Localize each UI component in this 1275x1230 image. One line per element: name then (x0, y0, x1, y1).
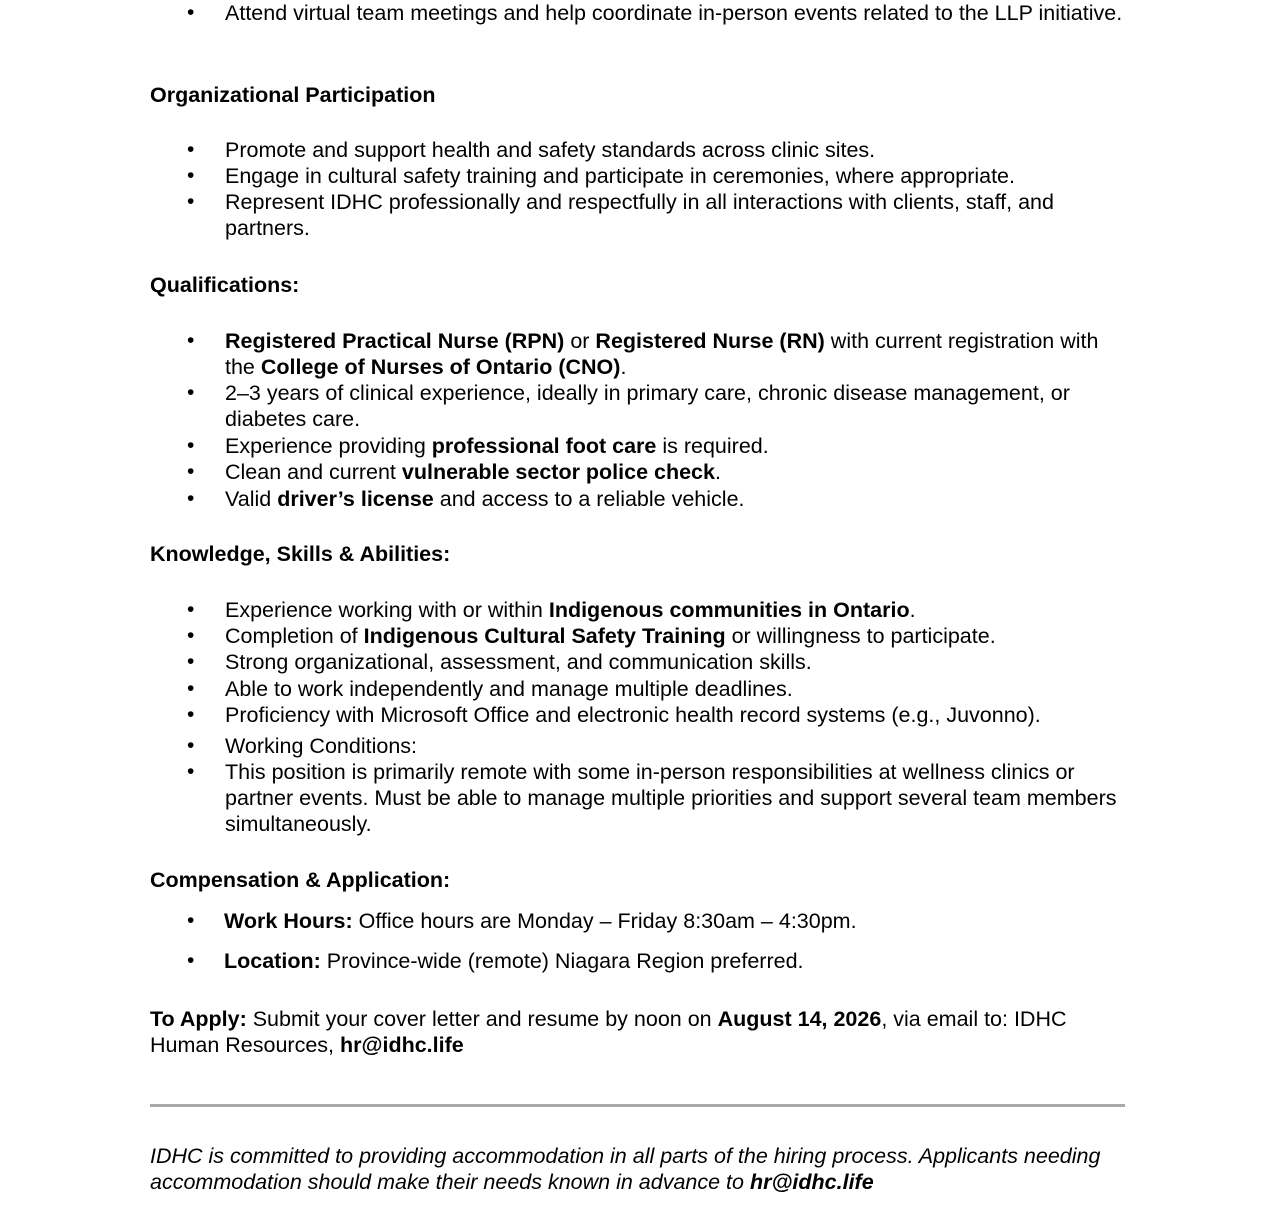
ksa-section (150, 541, 1130, 567)
bullet-icon: • (187, 598, 195, 621)
list-item (150, 328, 1130, 380)
apply-paragraph (150, 1006, 1110, 1058)
bullet-icon: • (187, 703, 195, 726)
bullet-icon: • (187, 381, 195, 404)
bullet-icon: • (187, 329, 195, 352)
list-item-text (224, 949, 804, 973)
ksa-list (150, 597, 1130, 837)
list-item (150, 908, 1130, 934)
accommodation-note (150, 1143, 1125, 1195)
text-run: . (714, 460, 721, 484)
org-participation-list (150, 137, 1130, 241)
bold-text: Registered Nurse (RN) (595, 329, 825, 353)
list-item-text: This position is primarily remote with some in-person responsibilities at wellness clinics or partner events. Must be able to manage multiple priorities and support several team members simultaneously. (225, 760, 1117, 836)
horizontal-divider (150, 1104, 1125, 1107)
bullet-icon: • (187, 650, 195, 673)
text-run: with current registration with the (225, 329, 1099, 379)
bullet-icon: • (187, 760, 195, 783)
list-item (150, 433, 1130, 459)
email-link[interactable]: hr@idhc.life (749, 1170, 874, 1194)
list-item (150, 759, 1130, 837)
bullet-icon: • (187, 190, 195, 213)
bold-text: Work Hours: (224, 909, 353, 933)
org-participation-section (150, 82, 1130, 108)
bold-text: To Apply: (150, 1007, 247, 1031)
text-run: Province-wide (remote) Niagara Region preferred. (320, 949, 804, 973)
list-item-text: Proficiency with Microsoft Office and electronic health record systems (e.g., Juvonno). (225, 703, 1041, 727)
compensation-item-block (150, 908, 1130, 934)
list-item (150, 380, 1130, 432)
text-run: Valid (225, 487, 278, 511)
qualifications-list (150, 328, 1130, 512)
compensation-list (150, 908, 1130, 934)
list-item (150, 486, 1130, 512)
bullet-icon: • (187, 460, 195, 483)
bold-text: professional foot care (431, 434, 657, 458)
bullet-icon: • (187, 909, 195, 932)
section-heading: Knowledge, Skills & Abilities: (150, 542, 451, 566)
list-item-text: Engage in cultural safety training and participate in ceremonies, where appropriate. (225, 164, 1015, 188)
list-item-text (225, 487, 745, 511)
list-item-text (225, 598, 916, 622)
list-item (150, 459, 1130, 485)
bold-text: driver’s license (277, 487, 434, 511)
compensation-list (150, 948, 1130, 974)
bullet-icon: • (187, 434, 195, 457)
top-list (150, 0, 1130, 26)
bullet-icon: • (187, 138, 195, 161)
qualifications-section (150, 272, 1130, 298)
list-item-text (225, 434, 769, 458)
list-item (150, 948, 1130, 974)
qualifications-list-block (150, 328, 1130, 512)
text-run: Submit your cover letter and resume by noon on (246, 1007, 718, 1031)
list-item (150, 676, 1130, 702)
text-run: Experience providing (225, 434, 432, 458)
top-list-block (150, 0, 1130, 26)
bold-text: Indigenous Cultural Safety Training (363, 624, 726, 648)
text-run: or willingness to participate. (725, 624, 996, 648)
compensation-item-block (150, 948, 1130, 974)
list-item (150, 733, 1130, 759)
list-item (150, 649, 1130, 675)
list-item-text (225, 460, 721, 484)
section-heading: Compensation & Application: (150, 868, 451, 892)
bullet-icon: • (187, 734, 195, 757)
bold-text: August 14, 2026 (717, 1007, 882, 1031)
list-item-text (224, 909, 857, 933)
text-run: and access to a reliable vehicle. (433, 487, 745, 511)
list-item (150, 0, 1130, 26)
bold-text: College of Nurses of Ontario (CNO) (260, 355, 621, 379)
compensation-section (150, 867, 1130, 893)
bullet-icon: • (187, 487, 195, 510)
list-item-text: Attend virtual team meetings and help coordinate in-person events related to the LLP initiative. (225, 1, 1123, 25)
list-item-text: Promote and support health and safety standards across clinic sites. (225, 138, 876, 162)
text-run: Completion of (225, 624, 364, 648)
list-item-text (225, 624, 996, 648)
list-item-text: Working Conditions: (225, 734, 417, 758)
bold-text: Indigenous communities in Ontario (548, 598, 910, 622)
bullet-icon: • (187, 1, 195, 24)
text-run: . (620, 355, 627, 379)
list-item-text (225, 329, 1098, 379)
section-heading: Organizational Participation (150, 83, 436, 107)
list-item (150, 597, 1130, 623)
list-item-text: Strong organizational, assessment, and communication skills. (225, 650, 812, 674)
text-run: Office hours are Monday – Friday 8:30am – 4:30pm. (352, 909, 857, 933)
bold-text: vulnerable sector police check (401, 460, 715, 484)
text-run: or (564, 329, 596, 353)
list-item (150, 623, 1130, 649)
ksa-list-block (150, 597, 1130, 837)
text-run: Experience working with or within (225, 598, 549, 622)
bold-text: Registered Practical Nurse (RPN) (225, 329, 565, 353)
list-item-text: 2–3 years of clinical experience, ideally in primary care, chronic disease management, or diabetes care. (225, 381, 1070, 431)
list-item (150, 189, 1130, 241)
text-run: . (909, 598, 916, 622)
text-run: is required. (656, 434, 769, 458)
text-run: IDHC is committed to providing accommodation in all parts of the hiring process. Applicants needing accommodation should make their needs known in advance to (150, 1144, 1101, 1194)
list-item (150, 137, 1130, 163)
bullet-icon: • (187, 677, 195, 700)
bullet-icon: • (187, 624, 195, 647)
section-heading: Qualifications: (150, 273, 300, 297)
email-link[interactable]: hr@idhc.life (340, 1033, 464, 1057)
list-item-text: Able to work independently and manage multiple deadlines. (225, 677, 793, 701)
bullet-icon: • (187, 164, 195, 187)
list-item (150, 163, 1130, 189)
bold-text: Location: (224, 949, 321, 973)
list-item-text: Represent IDHC professionally and respectfully in all interactions with clients, staff, and partners. (225, 190, 1054, 240)
bullet-icon: • (187, 949, 195, 972)
org-participation-list-block (150, 137, 1130, 241)
text-run: , via email to: IDHC Human Resources, (150, 1007, 1067, 1057)
text-run: Clean and current (225, 460, 402, 484)
list-item (150, 702, 1130, 728)
